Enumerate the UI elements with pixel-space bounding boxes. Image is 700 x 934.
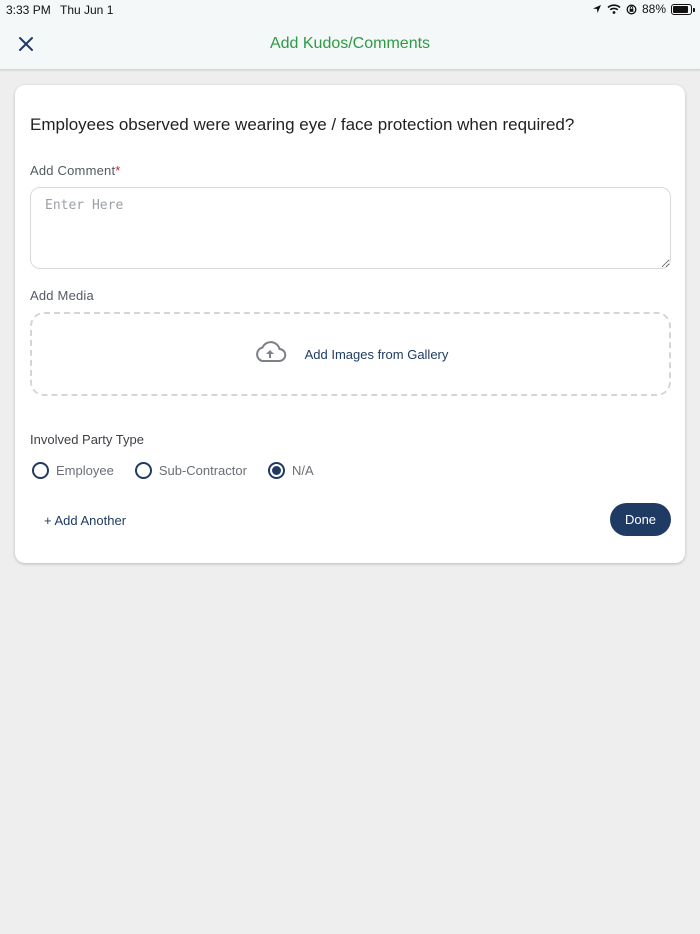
- add-media-dropzone[interactable]: [30, 312, 671, 396]
- status-indicators: [592, 2, 692, 16]
- add-another-link[interactable]: + Add Another: [44, 513, 127, 528]
- location-icon: [592, 4, 602, 14]
- page-title: Add Kudos/Comments: [269, 35, 431, 52]
- radio-circle: [135, 462, 152, 479]
- navigation-header: [0, 20, 700, 70]
- orientation-lock-icon: [626, 4, 637, 15]
- status-date: Thu Jun 1: [60, 3, 114, 17]
- kudos-form-card: [15, 85, 685, 563]
- question-text: Employees observed were wearing eye / face protection when required?: [30, 115, 575, 134]
- party-type-label: Involved Party Type: [30, 432, 144, 447]
- battery-percent: 88%: [641, 2, 666, 16]
- media-label: Add Media: [30, 288, 94, 303]
- radio-label: N/A: [291, 463, 314, 478]
- required-mark: *: [115, 163, 121, 178]
- battery-icon: [671, 4, 692, 15]
- party-type-radio-group: [32, 462, 314, 479]
- comment-input[interactable]: [30, 187, 671, 269]
- status-time: 3:33 PM: [6, 3, 51, 17]
- radio-employee[interactable]: [32, 462, 114, 479]
- radio-na[interactable]: [268, 462, 314, 479]
- radio-sub-contractor[interactable]: [135, 462, 247, 479]
- battery-level: [673, 6, 688, 13]
- comment-label-text: Add Comment: [30, 163, 116, 178]
- status-bar: [0, 0, 700, 20]
- radio-circle: [32, 462, 49, 479]
- cloud-upload-icon: [253, 340, 287, 369]
- add-images-text: Add Images from Gallery: [304, 346, 449, 362]
- radio-label: Sub-Contractor: [158, 463, 247, 478]
- comment-label: [30, 163, 121, 178]
- done-button[interactable]: Done: [610, 503, 671, 536]
- wifi-icon: [607, 4, 621, 14]
- radio-label: Employee: [56, 463, 114, 478]
- radio-circle-selected: [268, 462, 285, 479]
